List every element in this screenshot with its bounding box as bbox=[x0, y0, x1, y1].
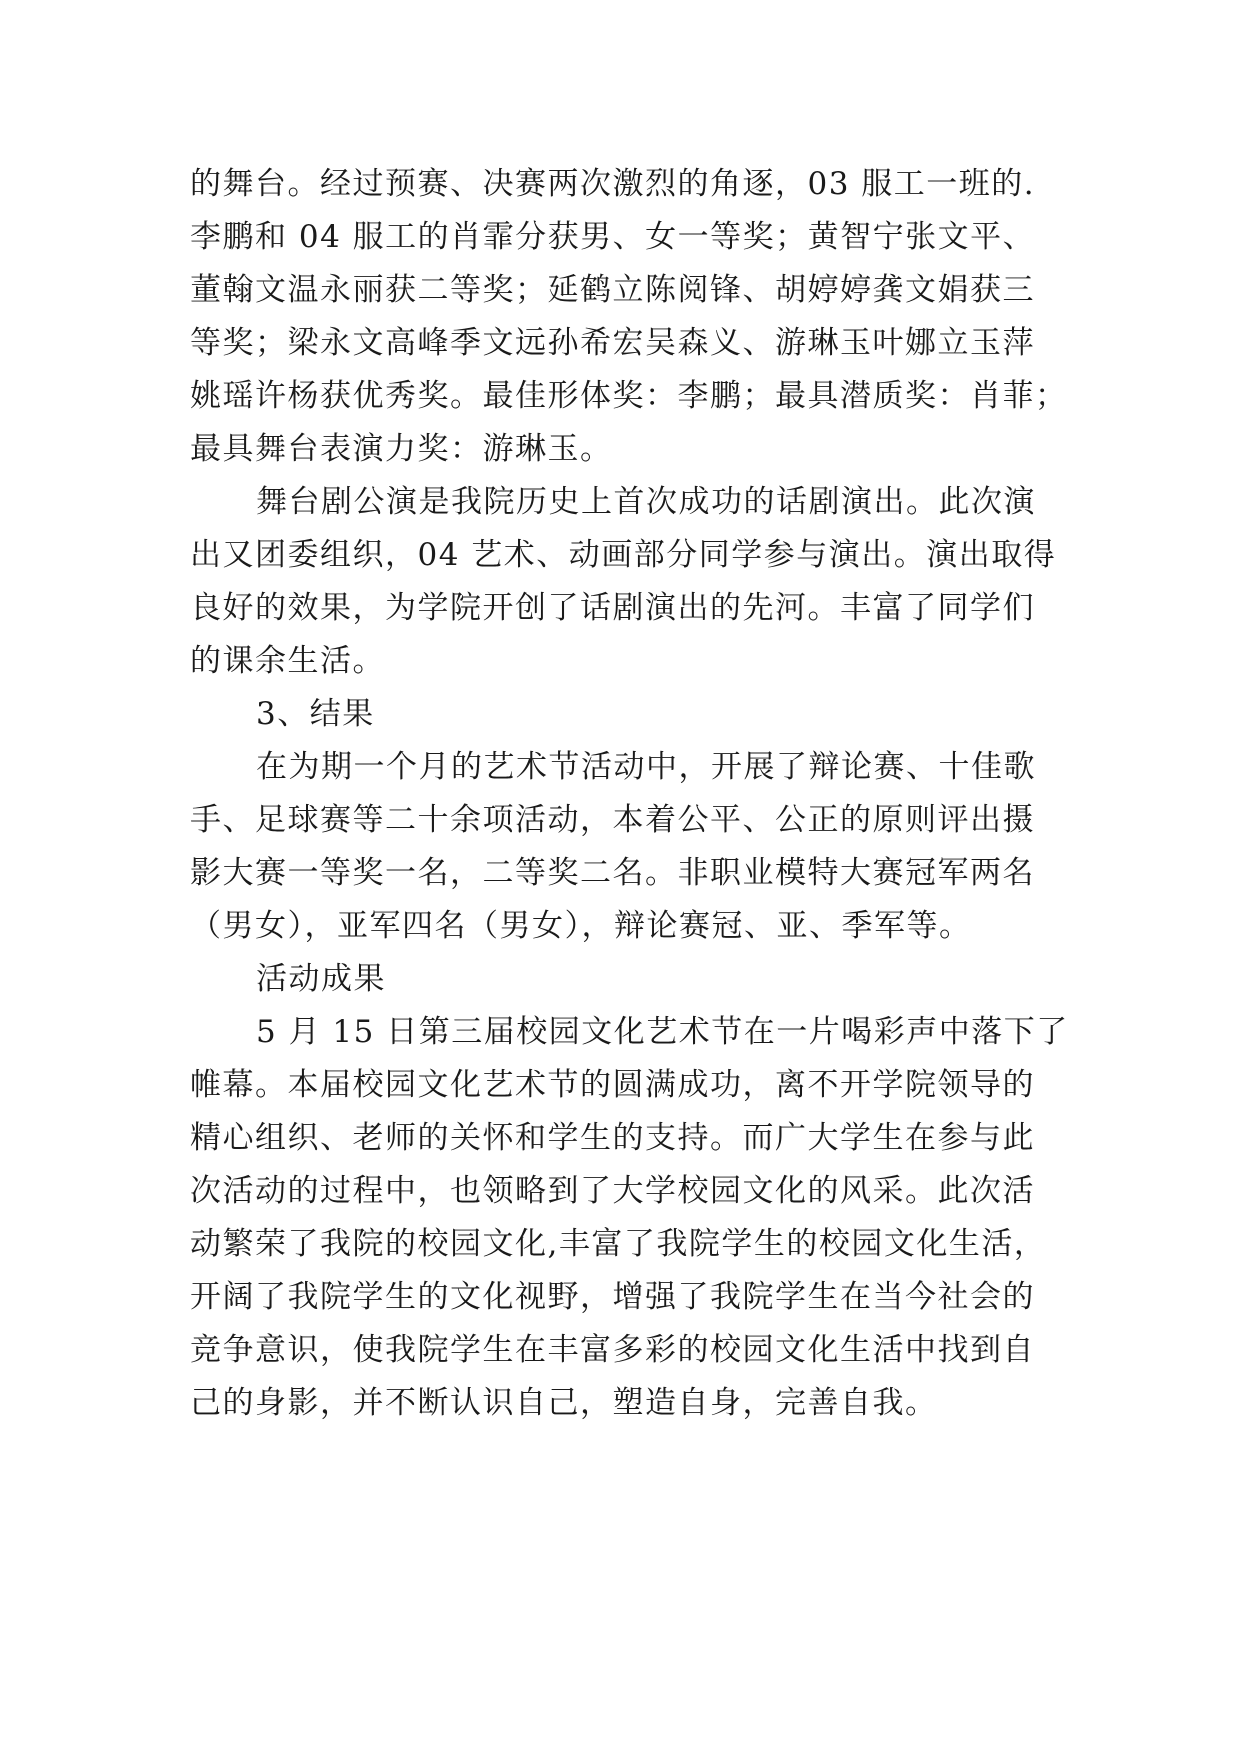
text-line: 舞台剧公演是我院历史上首次成功的话剧演出。此次演 bbox=[256, 484, 1036, 520]
text-line: 出又团委组织，04 艺术、动画部分同学参与演出。演出取得 bbox=[190, 537, 1057, 573]
text-line: 的舞台。经过预赛、决赛两次激烈的角逐，03 服工一班的. bbox=[190, 166, 1036, 202]
text-line: 的课余生活。 bbox=[190, 643, 385, 679]
text-line: 精心组织、老师的关怀和学生的支持。而广大学生在参与此 bbox=[190, 1120, 1035, 1156]
text-line: 次活动的过程中，也领略到了大学校园文化的风采。此次活 bbox=[190, 1173, 1035, 1209]
text-line: 最具舞台表演力奖：游琳玉。 bbox=[190, 431, 613, 467]
text-line: 5 月 15 日第三届校园文化艺术节在一片喝彩声中落下了 bbox=[256, 1014, 1069, 1050]
text-line: （男女），亚军四名（男女），辩论赛冠、亚、季军等。 bbox=[190, 908, 972, 944]
text-line: 在为期一个月的艺术节活动中，开展了辩论赛、十佳歌 bbox=[256, 749, 1036, 785]
text-line: 董翰文温永丽获二等奖；延鹤立陈阅锋、胡婷婷龚文娟获三 bbox=[190, 272, 1035, 308]
text-line: 李鹏和 04 服工的肖霏分获男、女一等奖；黄智宁张文平、 bbox=[190, 219, 1036, 255]
text-line: 姚瑶许杨获优秀奖。最佳形体奖：李鹏；最具潜质奖：肖菲； bbox=[190, 378, 1068, 414]
text-line: 帷幕。本届校园文化艺术节的圆满成功，离不开学院领导的 bbox=[190, 1067, 1035, 1103]
text-line: 竞争意识，使我院学生在丰富多彩的校园文化生活中找到自 bbox=[190, 1332, 1035, 1368]
text-line: 活动成果 bbox=[256, 961, 386, 997]
body-text bbox=[190, 158, 1070, 1430]
text-line: 影大赛一等奖一名，二等奖二名。非职业模特大赛冠军两名 bbox=[190, 855, 1035, 891]
text-line: 开阔了我院学生的文化视野，增强了我院学生在当今社会的 bbox=[190, 1279, 1035, 1315]
text-line: 己的身影，并不断认识自己，塑造自身，完善自我。 bbox=[190, 1385, 938, 1421]
text-line: 手、足球赛等二十余项活动，本着公平、公正的原则评出摄 bbox=[190, 802, 1035, 838]
text-line: 等奖；梁永文高峰季文远孙希宏吴森义、游琳玉叶娜立玉萍 bbox=[190, 325, 1035, 361]
text-line: 3、结果 bbox=[256, 696, 375, 732]
text-line: 动繁荣了我院的校园文化,丰富了我院学生的校园文化生活， bbox=[190, 1226, 1047, 1262]
text-line: 良好的效果，为学院开创了话剧演出的先河。丰富了同学们 bbox=[190, 590, 1035, 626]
